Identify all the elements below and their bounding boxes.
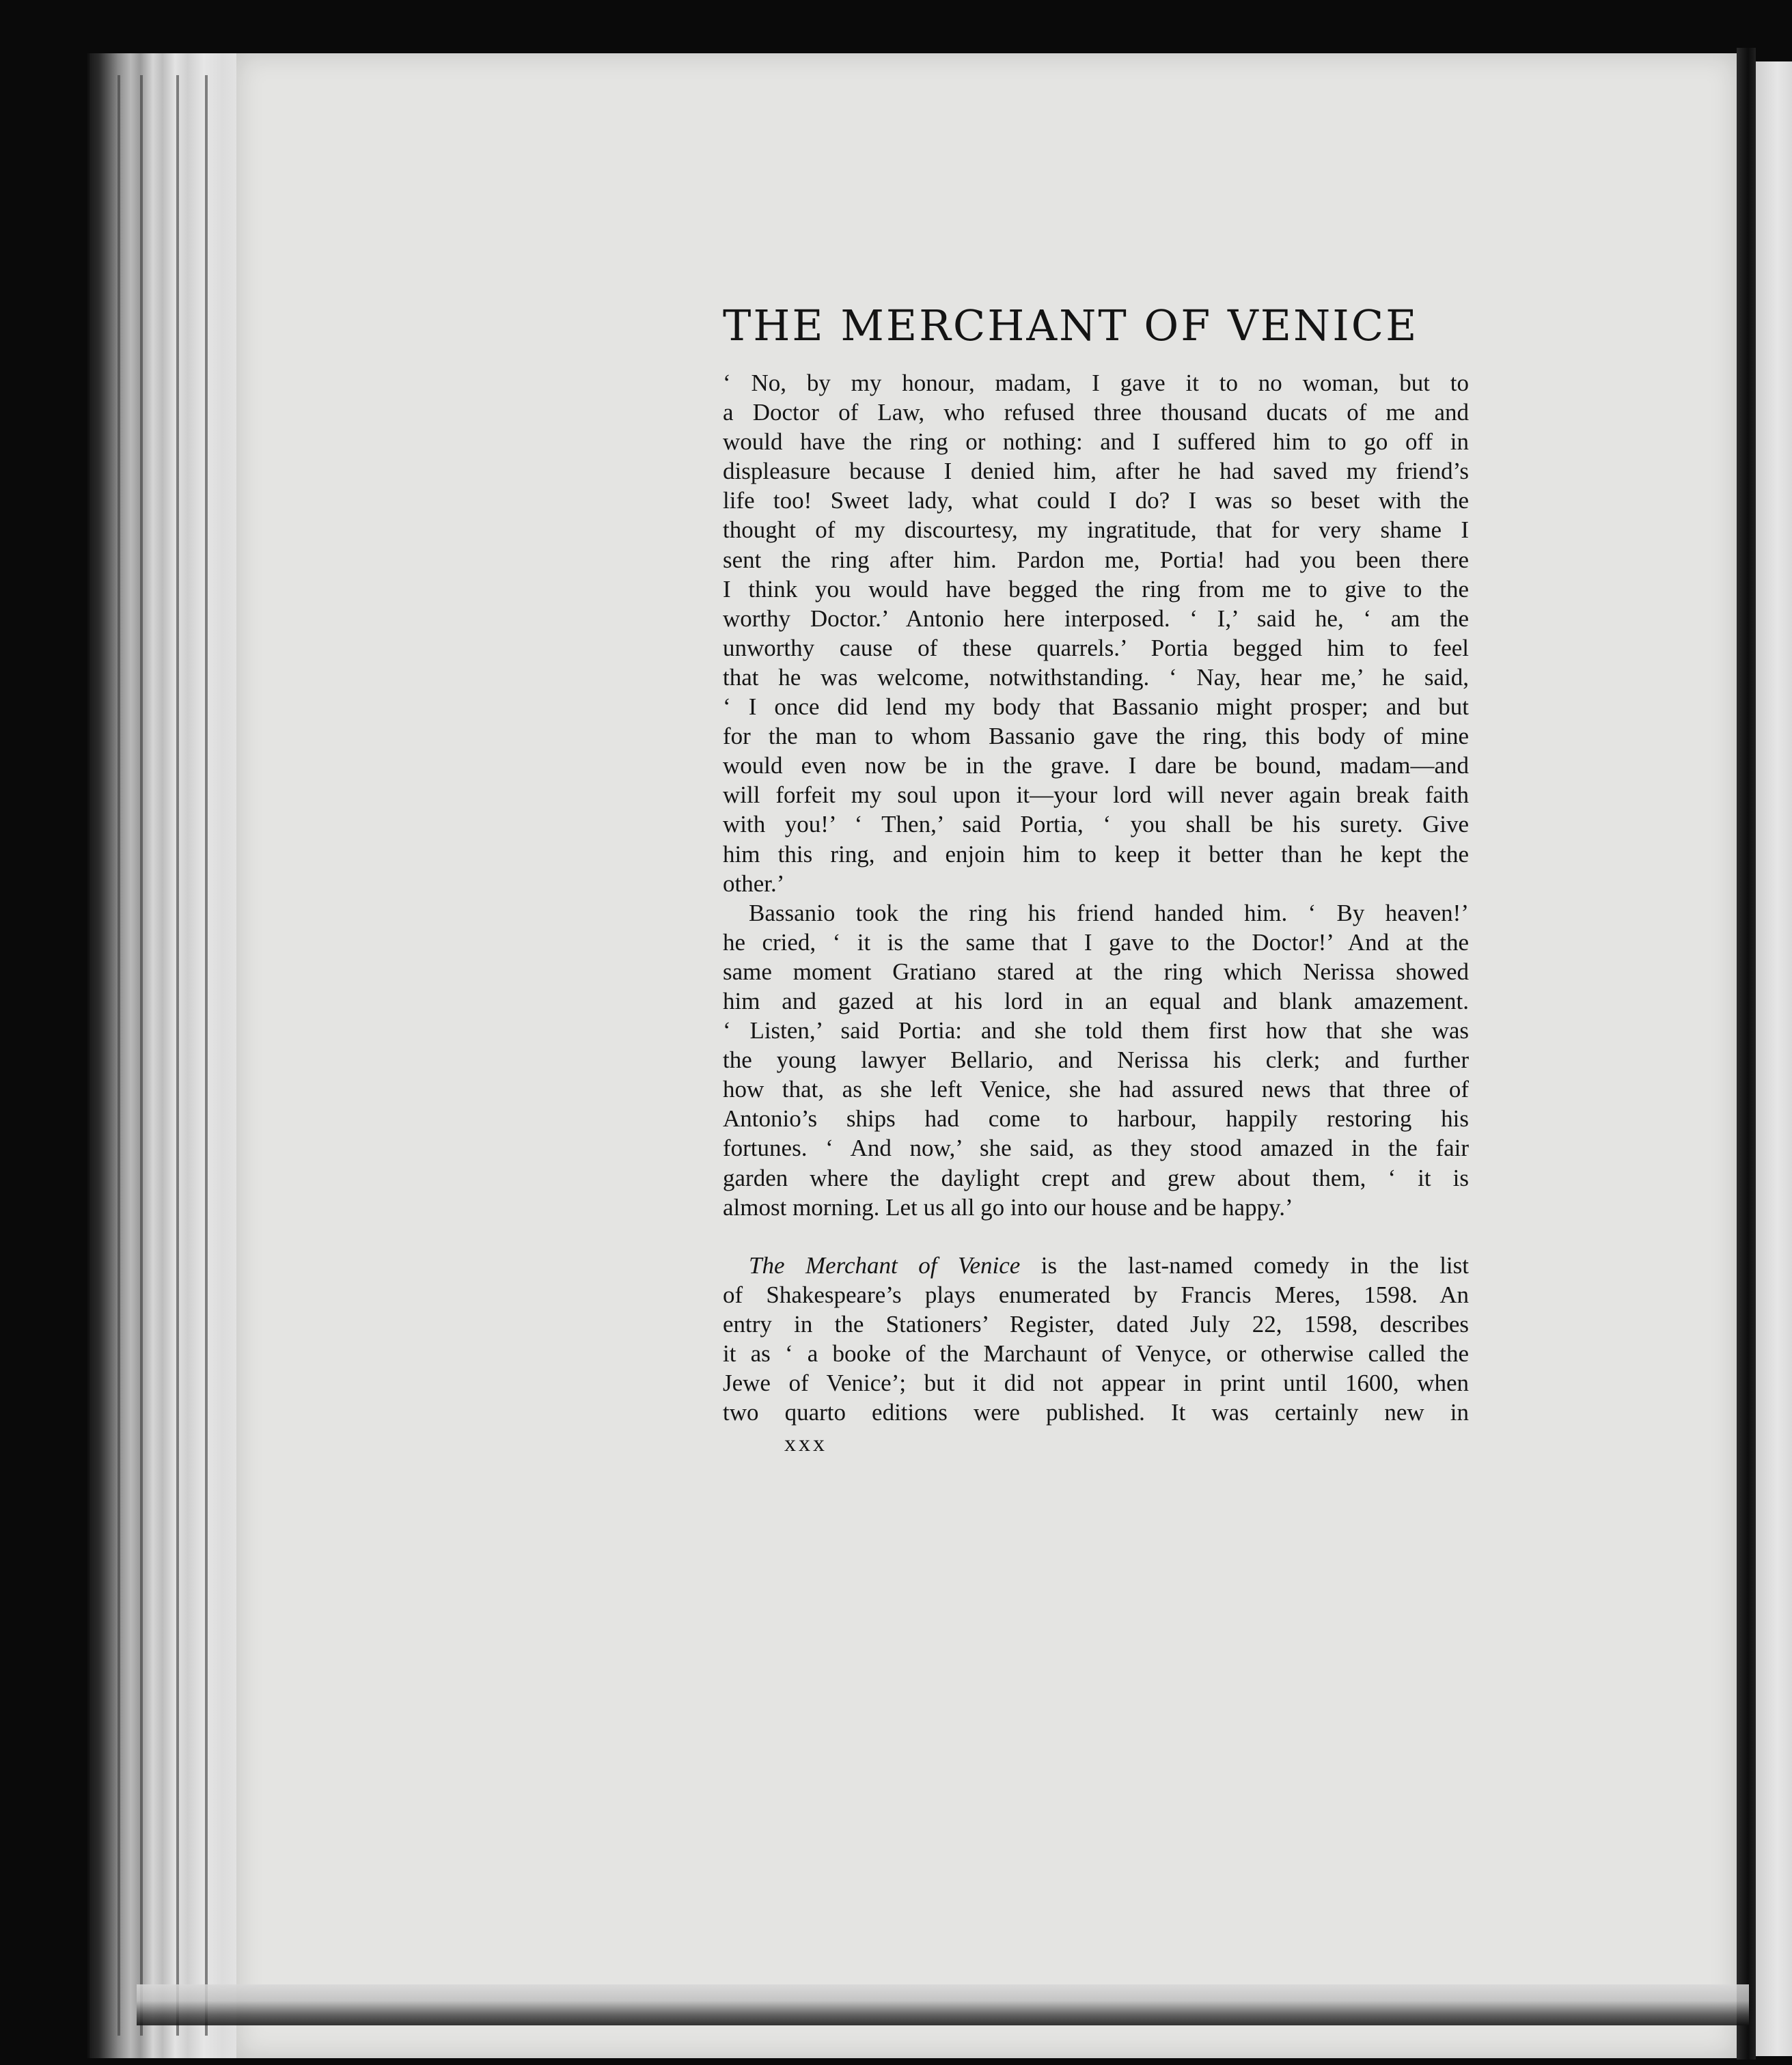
- text-line: he cried, ‘ it is the same that I gave to the Doctor!’ And at the: [723, 928, 1469, 956]
- page-folio: xxx: [784, 1431, 827, 1457]
- text-line: fortunes. ‘ And now,’ she said, as they stood amazed in the fair: [723, 1135, 1469, 1162]
- text-line: will forfeit my soul upon it—your lord will never again break faith: [723, 781, 1469, 809]
- text-line: the young lawyer Bellario, and Nerissa his clerk; and further: [723, 1047, 1469, 1074]
- text-line: same moment Gratiano stared at the ring which Nerissa showed: [723, 958, 1469, 985]
- page-gutter-shadow: [1737, 48, 1756, 2060]
- text-line: for the man to whom Bassanio gave the ring, this body of mine: [723, 723, 1469, 750]
- text-line: Bassanio took the ring his friend handed him. ‘ By heaven!’: [749, 899, 1469, 926]
- text-line: thought of my discourtesy, my ingratitude, that for very shame I: [723, 516, 1469, 544]
- text-line: him this ring, and enjoin him to keep it better than he kept the: [723, 840, 1469, 868]
- text-line: I think you would have begged the ring from me to give to the: [723, 575, 1469, 602]
- italic-title: The Merchant of Venice: [749, 1251, 1021, 1279]
- text-line: it as ‘ a booke of the Marchaunt of Venyce, or otherwise called the: [723, 1340, 1469, 1367]
- text-line: with you!’ ‘ Then,’ said Portia, ‘ you shall be his surety. Give: [723, 811, 1469, 838]
- adjacent-page-edge: [1756, 61, 1792, 2056]
- text-line: two quarto editions were published. It was certainly new in: [723, 1399, 1469, 1426]
- text-line: that he was welcome, notwithstanding. ‘ Nay, hear me,’ he said,: [723, 663, 1469, 691]
- binding-edge-line: [118, 75, 120, 2036]
- text-line: other.’: [723, 870, 785, 897]
- paragraph-1: [723, 368, 1469, 898]
- binding-edge-line: [140, 75, 143, 2036]
- text-line: life too! Sweet lady, what could I do? I was so beset with the: [723, 487, 1469, 514]
- binding-edge-line: [176, 75, 179, 2036]
- book-binding-left: [87, 53, 248, 2058]
- text-line: unworthy cause of these quarrels.’ Portia begged him to feel: [723, 634, 1469, 661]
- page-text-block: [723, 301, 1469, 1457]
- text-line: sent the ring after him. Pardon me, Portia! had you been there: [723, 546, 1469, 573]
- text-line: would have the ring or nothing: and I suffered him to go off in: [723, 428, 1469, 456]
- text-line: him and gazed at his lord in an equal and blank amazement.: [723, 987, 1469, 1014]
- text-line: garden where the daylight crept and grew about them, ‘ it is: [723, 1164, 1469, 1191]
- text-line-rest: is the last-named comedy in the list: [1020, 1251, 1469, 1279]
- binding-edge-line: [205, 75, 208, 2036]
- paragraph-3: [723, 1251, 1469, 1428]
- text-line: of Shakespeare’s plays enumerated by Francis Meres, 1598. An: [723, 1281, 1469, 1308]
- text-line: entry in the Stationers’ Register, dated July 22, 1598, describes: [723, 1310, 1469, 1338]
- text-line: ‘ Listen,’ said Portia: and she told them first how that she was: [723, 1017, 1469, 1044]
- page-bottom-edge: [137, 1984, 1749, 2025]
- paragraph-2: [723, 898, 1469, 1222]
- running-heading: THE MERCHANT OF VENICE: [723, 301, 1419, 350]
- text-line: displeasure because I denied him, after he had saved my friend’s: [723, 458, 1469, 485]
- text-line: ‘ I once did lend my body that Bassanio might prosper; and but: [723, 693, 1469, 721]
- text-line: ‘ No, by my honour, madam, I gave it to no woman, but to: [723, 370, 1469, 396]
- text-line: almost morning. Let us all go into our house and be happy.’: [723, 1193, 1293, 1221]
- text-line: worthy Doctor.’ Antonio here interposed. ‘ I,’ said he, ‘ am the: [723, 605, 1469, 632]
- text-line: Jewe of Venice’; but it did not appear in print until 1600, when: [723, 1370, 1469, 1397]
- text-line: Antonio’s ships had come to harbour, happily restoring his: [723, 1105, 1469, 1133]
- text-line: how that, as she left Venice, she had assured news that three of: [723, 1076, 1469, 1103]
- text-line: [723, 1251, 1469, 1280]
- text-line: a Doctor of Law, who refused three thousand ducats of me and: [723, 399, 1469, 426]
- text-line: would even now be in the grave. I dare be bound, madam—and: [723, 752, 1469, 779]
- paragraph-spacer: [723, 1222, 1469, 1251]
